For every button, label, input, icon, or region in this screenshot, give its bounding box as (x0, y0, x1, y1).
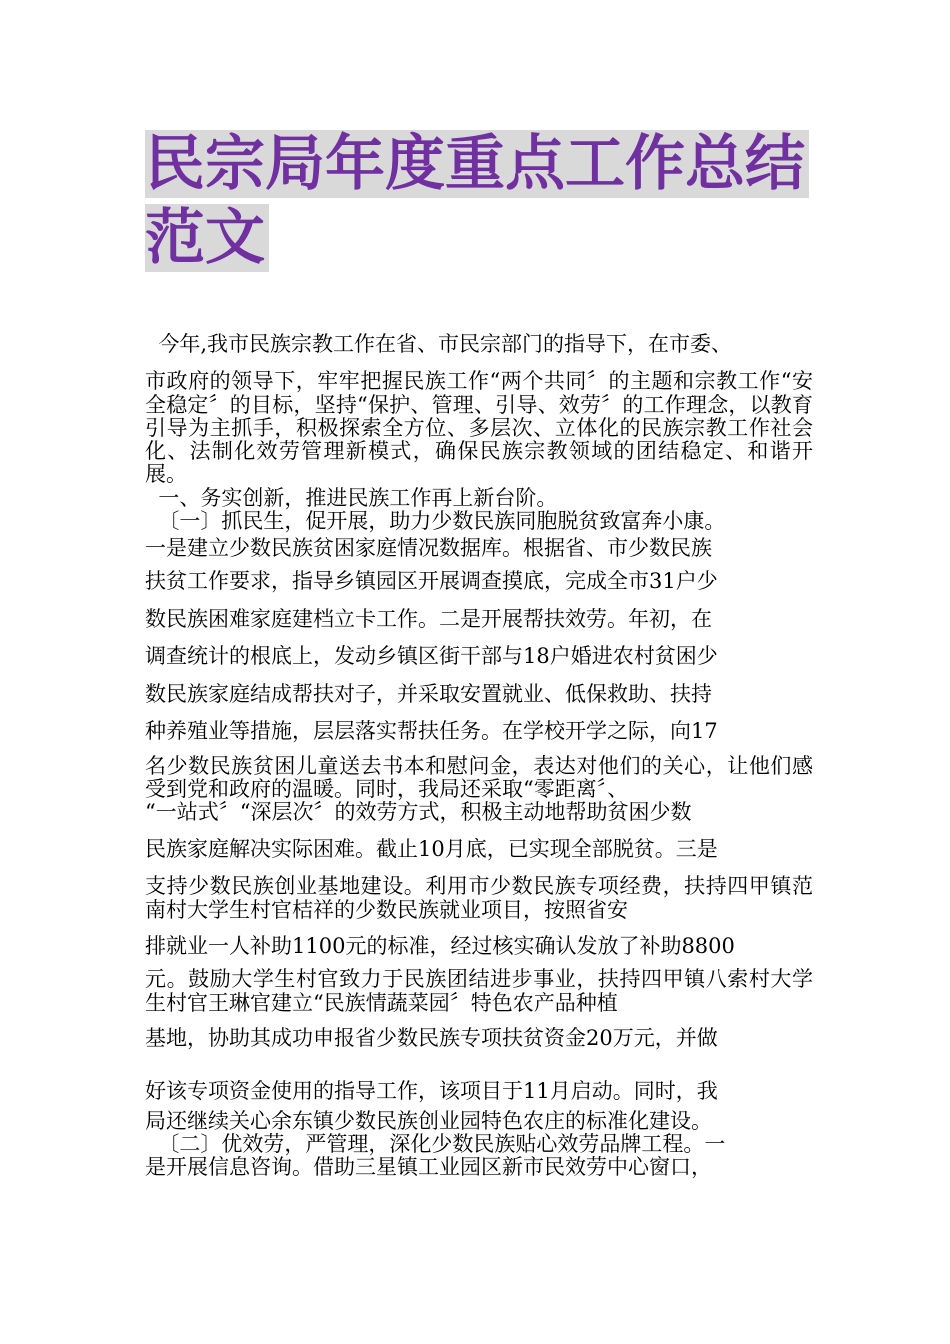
subsection-heading-2: 〔二〕优效劳，严管理，深化少数民族贴心效劳品牌工程。一 (145, 1131, 726, 1156)
paragraph-line: 基地，协助其成功申报省少数民族专项扶贫资金20万元，并做 (145, 1025, 718, 1050)
paragraph-line: 排就业一人补助1100元的标准，经过核实确认发放了补助8800 (145, 933, 735, 958)
paragraph-line: 数民族困难家庭建档立卡工作。二是开展帮扶效劳。年初，在 (145, 606, 712, 631)
paragraph-line: 扶贫工作要求，指导乡镇园区开展调查摸底，完成全市31户少 (145, 569, 718, 594)
document-body (145, 333, 813, 1179)
paragraph-line: “一站式〞“深层次〞的效劳方式，积极主动地帮助贫困少数 (145, 800, 692, 825)
paragraph-line: 好该专项资金使用的指导工作，该项目于11月启动。同时，我 (145, 1079, 718, 1104)
paragraph-line: 是开展信息咨询。借助三星镇工业园区新市民效劳中心窗口， (145, 1155, 712, 1180)
paragraph-intro: 市政府的领导下，牢牢把握民族工作“两个共同〞的主题和宗教工作“安全稳定〞的目标，坚持“保护、管理、引导、效劳〞的工作理念，以教育引导为主抓手，积极探索全方位、多层次、立体化的民族宗教工作社会化、法制化效劳管理新模式，确保民族宗教领域的团结稳定、和谐开展。 (145, 369, 813, 487)
paragraph-line: 名少数民族贫困儿童送去书本和慰问金，表达对他们的关心，让他们感受到党和政府的温暖。同时，我局还采取“零距离〞、 (145, 753, 813, 802)
paragraph-line: 支持少数民族创业基地建设。利用市少数民族专项经费，扶持四甲镇范南村大学生村官桔祥的少数民族就业项目，按照省安 (145, 874, 813, 922)
paragraph-line: 局还继续关心余东镇少数民族创业园特色农庄的标准化建设。 (145, 1108, 712, 1133)
title-line-2: 范文 (145, 204, 269, 272)
section-heading-1: 一、务实创新，推进民族工作再上新台阶。 (145, 485, 558, 510)
title-line-1: 民宗局年度重点工作总结 (145, 130, 809, 198)
paragraph-line: 元。鼓励大学生村官致力于民族团结进步事业，扶持四甲镇八索村大学生村官王琳官建立“民族情蔬菜园〞特色农产品种植 (145, 967, 813, 1015)
paragraph-line: 一是建立少数民族贫困家庭情况数据库。根据省、市少数民族 (145, 536, 712, 561)
paragraph-line: 调查统计的根底上，发动乡镇区街干部与18户婚进农村贫困少 (145, 644, 718, 669)
paragraph-line: 数民族家庭结成帮扶对子，并采取安置就业、低保救助、扶持 (145, 681, 712, 706)
paragraph-line: 民族家庭解决实际困难。截止10月底，已实现全部脱贫。三是 (145, 836, 718, 861)
paragraph-intro-first-line: 今年,我市民族宗教工作在省、市民宗部门的指导下，在市委、 (145, 332, 733, 356)
subsection-heading-1: 〔一〕抓民生，促开展，助力少数民族同胞脱贫致富奔小康。 (145, 509, 726, 534)
paragraph-line: 种养殖业等措施，层层落实帮扶任务。在学校开学之际，向17 (145, 719, 718, 744)
document-title (145, 128, 825, 274)
